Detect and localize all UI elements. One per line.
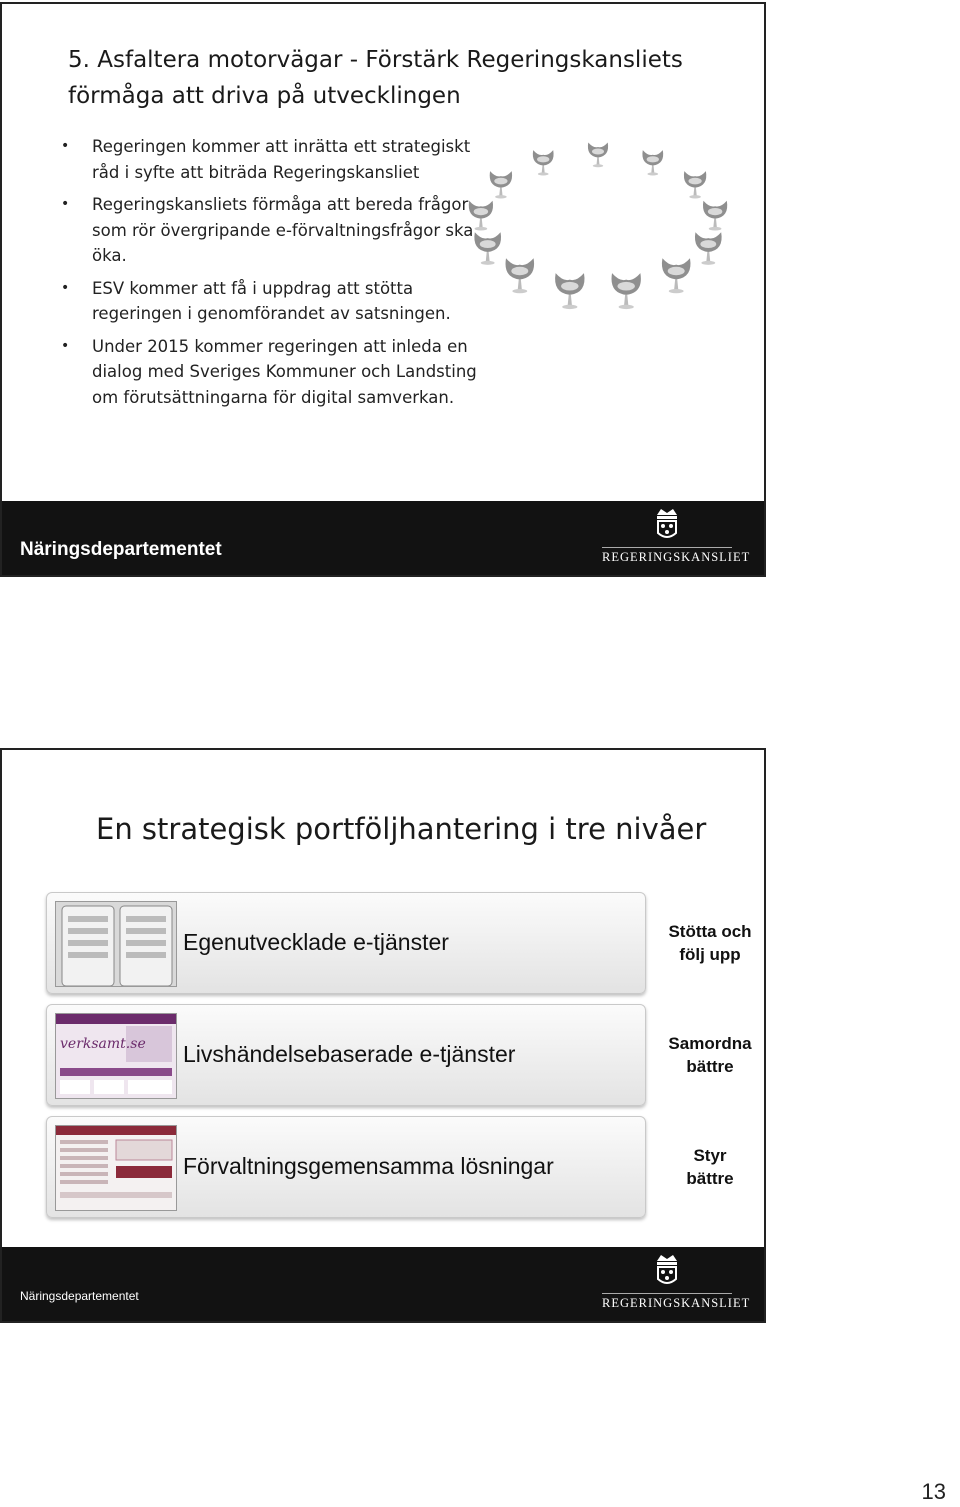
level-label: Egenutvecklade e-tjänster [183, 929, 449, 955]
page-number: 13 [921, 1479, 946, 1504]
chairs-circle-image [458, 126, 738, 316]
slide-title: 5. Asfaltera motorvägar - Förstärk Regeringskansliets förmåga att driva på utvecklingen [68, 47, 683, 109]
phone-screens-image [56, 902, 176, 986]
slide-footer [2, 501, 764, 575]
action-line: bättre [686, 1057, 734, 1076]
website-screenshot-image [56, 1126, 176, 1210]
regeringskansliet-logo [602, 505, 751, 567]
regeringskansliet-logo [602, 1251, 751, 1313]
crown-icon [652, 1251, 682, 1291]
chair-shape [555, 273, 584, 309]
slide-title: En strategisk portföljhantering i tre nivåer [96, 812, 707, 846]
chair-shape [588, 143, 608, 168]
chair-shape [490, 171, 512, 198]
chair-shape [695, 232, 722, 265]
level-label: Livshändelsebaserade e-tjänster [183, 1041, 516, 1067]
level-2-action [652, 1032, 766, 1078]
slide-2 [0, 748, 766, 1323]
chair-shape [684, 171, 706, 198]
bullet-item: • Regeringen kommer att inrätta ett strategiskt råd i syfte att biträda Regeringskansliet [58, 134, 478, 185]
chair-shape [533, 150, 554, 175]
bullet-item: • Regeringskansliets förmåga att bereda frågor som rör övergripande e-förvaltningsfrågor ska öka. [58, 192, 478, 269]
action-line: Styr [693, 1146, 727, 1165]
bullet-list [58, 134, 478, 417]
chair-shape [703, 201, 727, 231]
level-3-action [652, 1144, 766, 1190]
level-2-thumbnail [55, 1013, 177, 1099]
crown-icon [652, 505, 682, 545]
action-line: Samordna [668, 1034, 752, 1053]
level-1-thumbnail [55, 901, 177, 987]
action-line: följ upp [679, 945, 741, 964]
slide-footer [2, 1247, 764, 1321]
bullet-item: • Under 2015 kommer regeringen att inleda en dialog med Sveriges Kommuner och Landsting om förutsättningarna för digital samverkan. [58, 334, 478, 411]
chair-shape [506, 258, 535, 293]
level-1-box [46, 892, 646, 994]
chair-shape [642, 150, 663, 175]
chair-shape [612, 273, 641, 309]
department-name: Näringsdepartementet [20, 539, 222, 560]
website-screenshot-image [56, 1014, 176, 1098]
level-label: Förvaltningsgemensamma lösningar [183, 1153, 554, 1179]
level-2-box [46, 1004, 646, 1106]
logo-text: REGERINGSKANSLIET [602, 1293, 732, 1311]
bullet-item: • ESV kommer att få i uppdrag att stötta regeringen i genomförandet av satsningen. [58, 276, 478, 327]
action-line: Stötta och [668, 922, 752, 941]
department-name: Näringsdepartementet [20, 1289, 139, 1303]
logo-text: REGERINGSKANSLIET [602, 547, 732, 565]
chair-shape [469, 201, 493, 231]
level-3-thumbnail [55, 1125, 177, 1211]
chair-shape [662, 258, 691, 293]
slide-1 [0, 2, 766, 577]
verksamt-logo-text: verksamt.se [60, 1036, 146, 1052]
chair-shape [474, 232, 501, 265]
action-line: bättre [686, 1169, 734, 1188]
level-1-action [652, 920, 766, 966]
level-3-box [46, 1116, 646, 1218]
